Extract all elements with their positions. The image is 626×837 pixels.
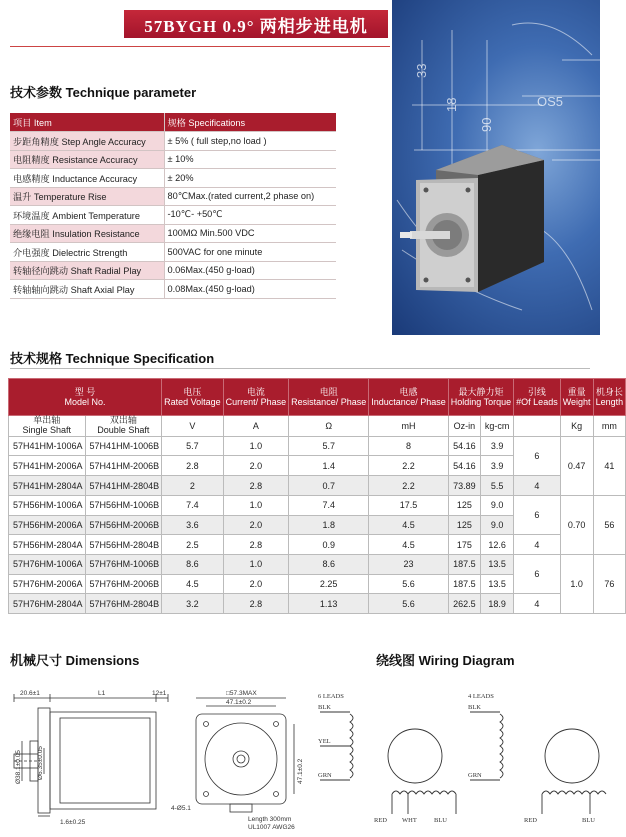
- param-header-spec: 规格 Specifications: [164, 113, 336, 132]
- header-leads-cn: 引线: [527, 386, 546, 397]
- header-resistance: [289, 379, 369, 416]
- torque-ozin: 125: [448, 515, 480, 535]
- resistance: 0.9: [289, 535, 369, 555]
- torque-kgcm: 12.6: [481, 535, 514, 555]
- param-value: 0.06Max.(450 g-load): [164, 261, 336, 280]
- wiring-diagram-title: 绕线图 Wiring Diagram: [376, 653, 515, 668]
- dim-pilot: Ø38.1±0.05: [15, 750, 22, 784]
- current: 1.0: [223, 436, 289, 456]
- header-inductance: [369, 379, 449, 416]
- table-row: [10, 132, 336, 151]
- table-row: [9, 436, 626, 456]
- four-leads-blu: BLU: [582, 817, 595, 824]
- param-item: 电阻精度 Resistance Accuracy: [10, 150, 164, 169]
- model-single: 57H41HM-1006A: [9, 436, 86, 456]
- torque-ozin: 73.89: [448, 476, 480, 496]
- param-value: ± 5% ( full step,no load ): [164, 132, 336, 151]
- hero-motor-image: [392, 0, 600, 335]
- six-leads-blk: BLK: [318, 704, 331, 711]
- drawing-dim-1: 33: [414, 63, 429, 78]
- torque-kgcm: 9.0: [481, 495, 514, 515]
- dimensions-drawing: [8, 686, 308, 836]
- table-row: [9, 495, 626, 515]
- model-double: 57H41HM-2006B: [85, 456, 162, 476]
- dim-flange: 12±1: [152, 690, 167, 697]
- dim-hole-pitch-vertical: 47.1±0.2: [297, 758, 304, 784]
- motor-photo: [392, 0, 600, 335]
- technique-parameter-title: 技术参数 Technique parameter: [10, 85, 197, 100]
- torque-kgcm: 9.0: [481, 515, 514, 535]
- model-double: 57H56HM-1006B: [85, 495, 162, 515]
- table-row: [10, 206, 336, 225]
- unit-mh: mH: [369, 416, 449, 437]
- page-title-banner: [124, 10, 388, 38]
- six-leads-blu: BLU: [434, 817, 447, 824]
- resistance: 2.25: [289, 574, 369, 594]
- unit-mm: mm: [593, 416, 626, 437]
- wiring-diagram: [310, 686, 600, 836]
- subheader-double-cn: 双出轴: [109, 415, 137, 425]
- resistance: 1.4: [289, 456, 369, 476]
- dim-frame: □57.3MAX: [226, 690, 257, 697]
- resistance: 8.6: [289, 554, 369, 574]
- six-leads-grn: GRN: [318, 772, 332, 779]
- current: 2.0: [223, 456, 289, 476]
- torque-ozin: 175: [448, 535, 480, 555]
- weight: 0.47: [560, 436, 593, 495]
- dim-small: 1.6±0.25: [60, 819, 86, 826]
- param-item: 转轴轴向跳动 Shaft Axial Play: [10, 280, 164, 299]
- header-torque-en: Holding Torque: [450, 397, 512, 407]
- resistance: 1.13: [289, 594, 369, 614]
- table-row: [10, 261, 336, 280]
- unit-leads-empty: [514, 416, 561, 437]
- header-model-en: Model No.: [64, 397, 106, 407]
- header-length-cn: 机身长: [595, 386, 623, 397]
- header-length-en: Length: [595, 397, 624, 407]
- length: 76: [593, 554, 626, 613]
- header-current-en: Current/ Phase: [225, 397, 287, 407]
- voltage: 8.6: [162, 554, 224, 574]
- unit-ozin: Oz-in: [448, 416, 480, 437]
- inductance: 4.5: [369, 515, 449, 535]
- header-leads-en: #Of Leads: [516, 397, 558, 407]
- current: 2.8: [223, 535, 289, 555]
- model-single: 57H56HM-2804A: [9, 535, 86, 555]
- leads: 4: [514, 476, 561, 496]
- four-leads-red: RED: [524, 817, 537, 824]
- subheader-single-cn: 单出轴: [33, 415, 61, 425]
- param-header-row: [10, 113, 336, 132]
- voltage: 7.4: [162, 495, 224, 515]
- header-current-cn: 电流: [246, 386, 265, 397]
- leads: 6: [514, 554, 561, 593]
- dim-shaft-length: 20.6±1: [20, 690, 40, 697]
- header-torque-cn: 最大静力矩: [458, 386, 504, 397]
- header-voltage-en: Rated Voltage: [164, 397, 221, 407]
- param-item: 环境温度 Ambient Temperature: [10, 206, 164, 225]
- drawing-dim-3: 90: [479, 117, 494, 132]
- model-double: 57H76HM-2804B: [85, 594, 162, 614]
- technique-specification-title: 技术规格 Technique Specification: [10, 351, 215, 366]
- subheader-single: [9, 416, 86, 437]
- dimensions-title: 机械尺寸 Dimensions: [10, 653, 140, 668]
- six-leads-wht: WHT: [402, 817, 417, 824]
- param-value: 100MΩ Min.500 VDC: [164, 224, 336, 243]
- model-single: 57H76HM-2006A: [9, 574, 86, 594]
- voltage: 3.6: [162, 515, 224, 535]
- param-item: 绝缘电阻 Insulation Resistance: [10, 224, 164, 243]
- header-voltage: [162, 379, 224, 416]
- torque-ozin: 262.5: [448, 594, 480, 614]
- unit-ohm: Ω: [289, 416, 369, 437]
- voltage: 3.2: [162, 594, 224, 614]
- four-leads-blk: BLK: [468, 704, 481, 711]
- voltage: 2.8: [162, 456, 224, 476]
- spec-rule: [10, 368, 590, 369]
- inductance: 2.2: [369, 456, 449, 476]
- table-row: [9, 554, 626, 574]
- param-item: 转轴径向跳动 Shaft Radial Play: [10, 261, 164, 280]
- torque-ozin: 125: [448, 495, 480, 515]
- resistance: 7.4: [289, 495, 369, 515]
- model-single: 57H76HM-2804A: [9, 594, 86, 614]
- dim-lead-length: Length 300mm: [248, 816, 292, 823]
- header-leads: [514, 379, 561, 416]
- header-weight: [560, 379, 593, 416]
- header-resistance-en: Resistance/ Phase: [291, 397, 367, 407]
- param-item: 电感精度 Inductance Accuracy: [10, 169, 164, 188]
- voltage: 4.5: [162, 574, 224, 594]
- torque-kgcm: 13.5: [481, 574, 514, 594]
- param-value: ± 20%: [164, 169, 336, 188]
- length: 56: [593, 495, 626, 554]
- drawing-label: OS5: [537, 94, 564, 109]
- six-leads-red: RED: [374, 817, 387, 824]
- voltage: 2: [162, 476, 224, 496]
- model-double: 57H76HM-2006B: [85, 574, 162, 594]
- subheader-single-en: Single Shaft: [22, 424, 72, 435]
- header-length: [593, 379, 626, 416]
- length: 41: [593, 436, 626, 495]
- unit-v: V: [162, 416, 224, 437]
- torque-kgcm: 18.9: [481, 594, 514, 614]
- model-single: 57H41HM-2804A: [9, 476, 86, 496]
- model-single: 57H76HM-1006A: [9, 554, 86, 574]
- subheader-double-en: Double Shaft: [97, 424, 150, 435]
- param-item: 介电强度 Dielectric Strength: [10, 243, 164, 262]
- model-single: 57H56HM-1006A: [9, 495, 86, 515]
- header-model-cn: 型 号: [74, 386, 96, 397]
- dim-lead-spec: UL1007 AWG26: [248, 824, 295, 831]
- header-weight-en: Weight: [562, 397, 591, 407]
- unit-kg: Kg: [560, 416, 593, 437]
- resistance: 5.7: [289, 436, 369, 456]
- param-value: 80℃Max.(rated current,2 phase on): [164, 187, 336, 206]
- six-leads-title: 6 LEADS: [318, 693, 344, 700]
- leads: 6: [514, 495, 561, 534]
- drawing-dim-2: 18: [444, 97, 459, 112]
- leads: 4: [514, 535, 561, 555]
- header-inductance-cn: 电感: [399, 386, 418, 397]
- table-row: [9, 535, 626, 555]
- model-single: 57H56HM-2006A: [9, 515, 86, 535]
- table-row: [9, 476, 626, 496]
- torque-kgcm: 5.5: [481, 476, 514, 496]
- model-double: 57H41HM-1006B: [85, 436, 162, 456]
- four-leads-title: 4 LEADS: [468, 693, 494, 700]
- technique-specification-table: [8, 378, 626, 614]
- inductance: 5.6: [369, 574, 449, 594]
- table-row: [10, 280, 336, 299]
- table-row: [10, 243, 336, 262]
- torque-ozin: 54.16: [448, 456, 480, 476]
- spec-subheader-row: [9, 416, 626, 437]
- table-row: [10, 224, 336, 243]
- resistance: 0.7: [289, 476, 369, 496]
- inductance: 17.5: [369, 495, 449, 515]
- voltage: 2.5: [162, 535, 224, 555]
- current: 2.0: [223, 515, 289, 535]
- param-value: 500VAC for one minute: [164, 243, 336, 262]
- model-single: 57H41HM-2006A: [9, 456, 86, 476]
- inductance: 5.6: [369, 594, 449, 614]
- weight: 1.0: [560, 554, 593, 613]
- table-row: [10, 169, 336, 188]
- torque-kgcm: 3.9: [481, 456, 514, 476]
- subheader-double: [85, 416, 162, 437]
- header-current: [223, 379, 289, 416]
- dim-hole-pitch: 47.1±0.2: [226, 699, 252, 706]
- four-leads-grn: GRN: [468, 772, 482, 779]
- header-torque: [448, 379, 513, 416]
- leads: 4: [514, 594, 561, 614]
- six-leads-yel: YEL: [318, 738, 331, 745]
- param-value: 0.08Max.(450 g-load): [164, 280, 336, 299]
- current: 1.0: [223, 554, 289, 574]
- technique-parameter-table: [10, 113, 336, 299]
- torque-ozin: 187.5: [448, 554, 480, 574]
- dim-body-length: L1: [98, 690, 106, 697]
- torque-kgcm: 3.9: [481, 436, 514, 456]
- dim-holes: 4-Ø5.1: [171, 805, 191, 812]
- inductance: 2.2: [369, 476, 449, 496]
- torque-ozin: 54.16: [448, 436, 480, 456]
- current: 2.8: [223, 594, 289, 614]
- voltage: 5.7: [162, 436, 224, 456]
- spec-header-row: [9, 379, 626, 416]
- torque-ozin: 187.5: [448, 574, 480, 594]
- header-voltage-cn: 电压: [183, 386, 202, 397]
- param-item: 温升 Temperature Rise: [10, 187, 164, 206]
- current: 2.8: [223, 476, 289, 496]
- model-double: 57H41HM-2804B: [85, 476, 162, 496]
- header-model: [9, 379, 162, 416]
- page-title: 57BYGH 0.9° 两相步进电机: [144, 16, 368, 36]
- param-value: ± 10%: [164, 150, 336, 169]
- header-inductance-en: Inductance/ Phase: [371, 397, 446, 407]
- inductance: 8: [369, 436, 449, 456]
- param-item: 步距角精度 Step Angle Accuracy: [10, 132, 164, 151]
- dim-shaft-dia: Ø6.35±0.05: [37, 746, 44, 780]
- param-header-item: 项目 Item: [10, 113, 164, 132]
- leads: 6: [514, 436, 561, 475]
- weight: 0.70: [560, 495, 593, 554]
- model-double: 57H76HM-1006B: [85, 554, 162, 574]
- resistance: 1.8: [289, 515, 369, 535]
- unit-kgcm: kg-cm: [481, 416, 514, 437]
- title-rule: [10, 46, 390, 47]
- current: 1.0: [223, 495, 289, 515]
- param-value: -10℃- +50℃: [164, 206, 336, 225]
- table-row: [10, 187, 336, 206]
- model-double: 57H56HM-2804B: [85, 535, 162, 555]
- header-resistance-cn: 电阻: [319, 386, 338, 397]
- torque-kgcm: 13.5: [481, 554, 514, 574]
- table-row: [10, 150, 336, 169]
- model-double: 57H56HM-2006B: [85, 515, 162, 535]
- table-row: [9, 594, 626, 614]
- inductance: 23: [369, 554, 449, 574]
- unit-a: A: [223, 416, 289, 437]
- header-weight-cn: 重量: [567, 386, 586, 397]
- inductance: 4.5: [369, 535, 449, 555]
- current: 2.0: [223, 574, 289, 594]
